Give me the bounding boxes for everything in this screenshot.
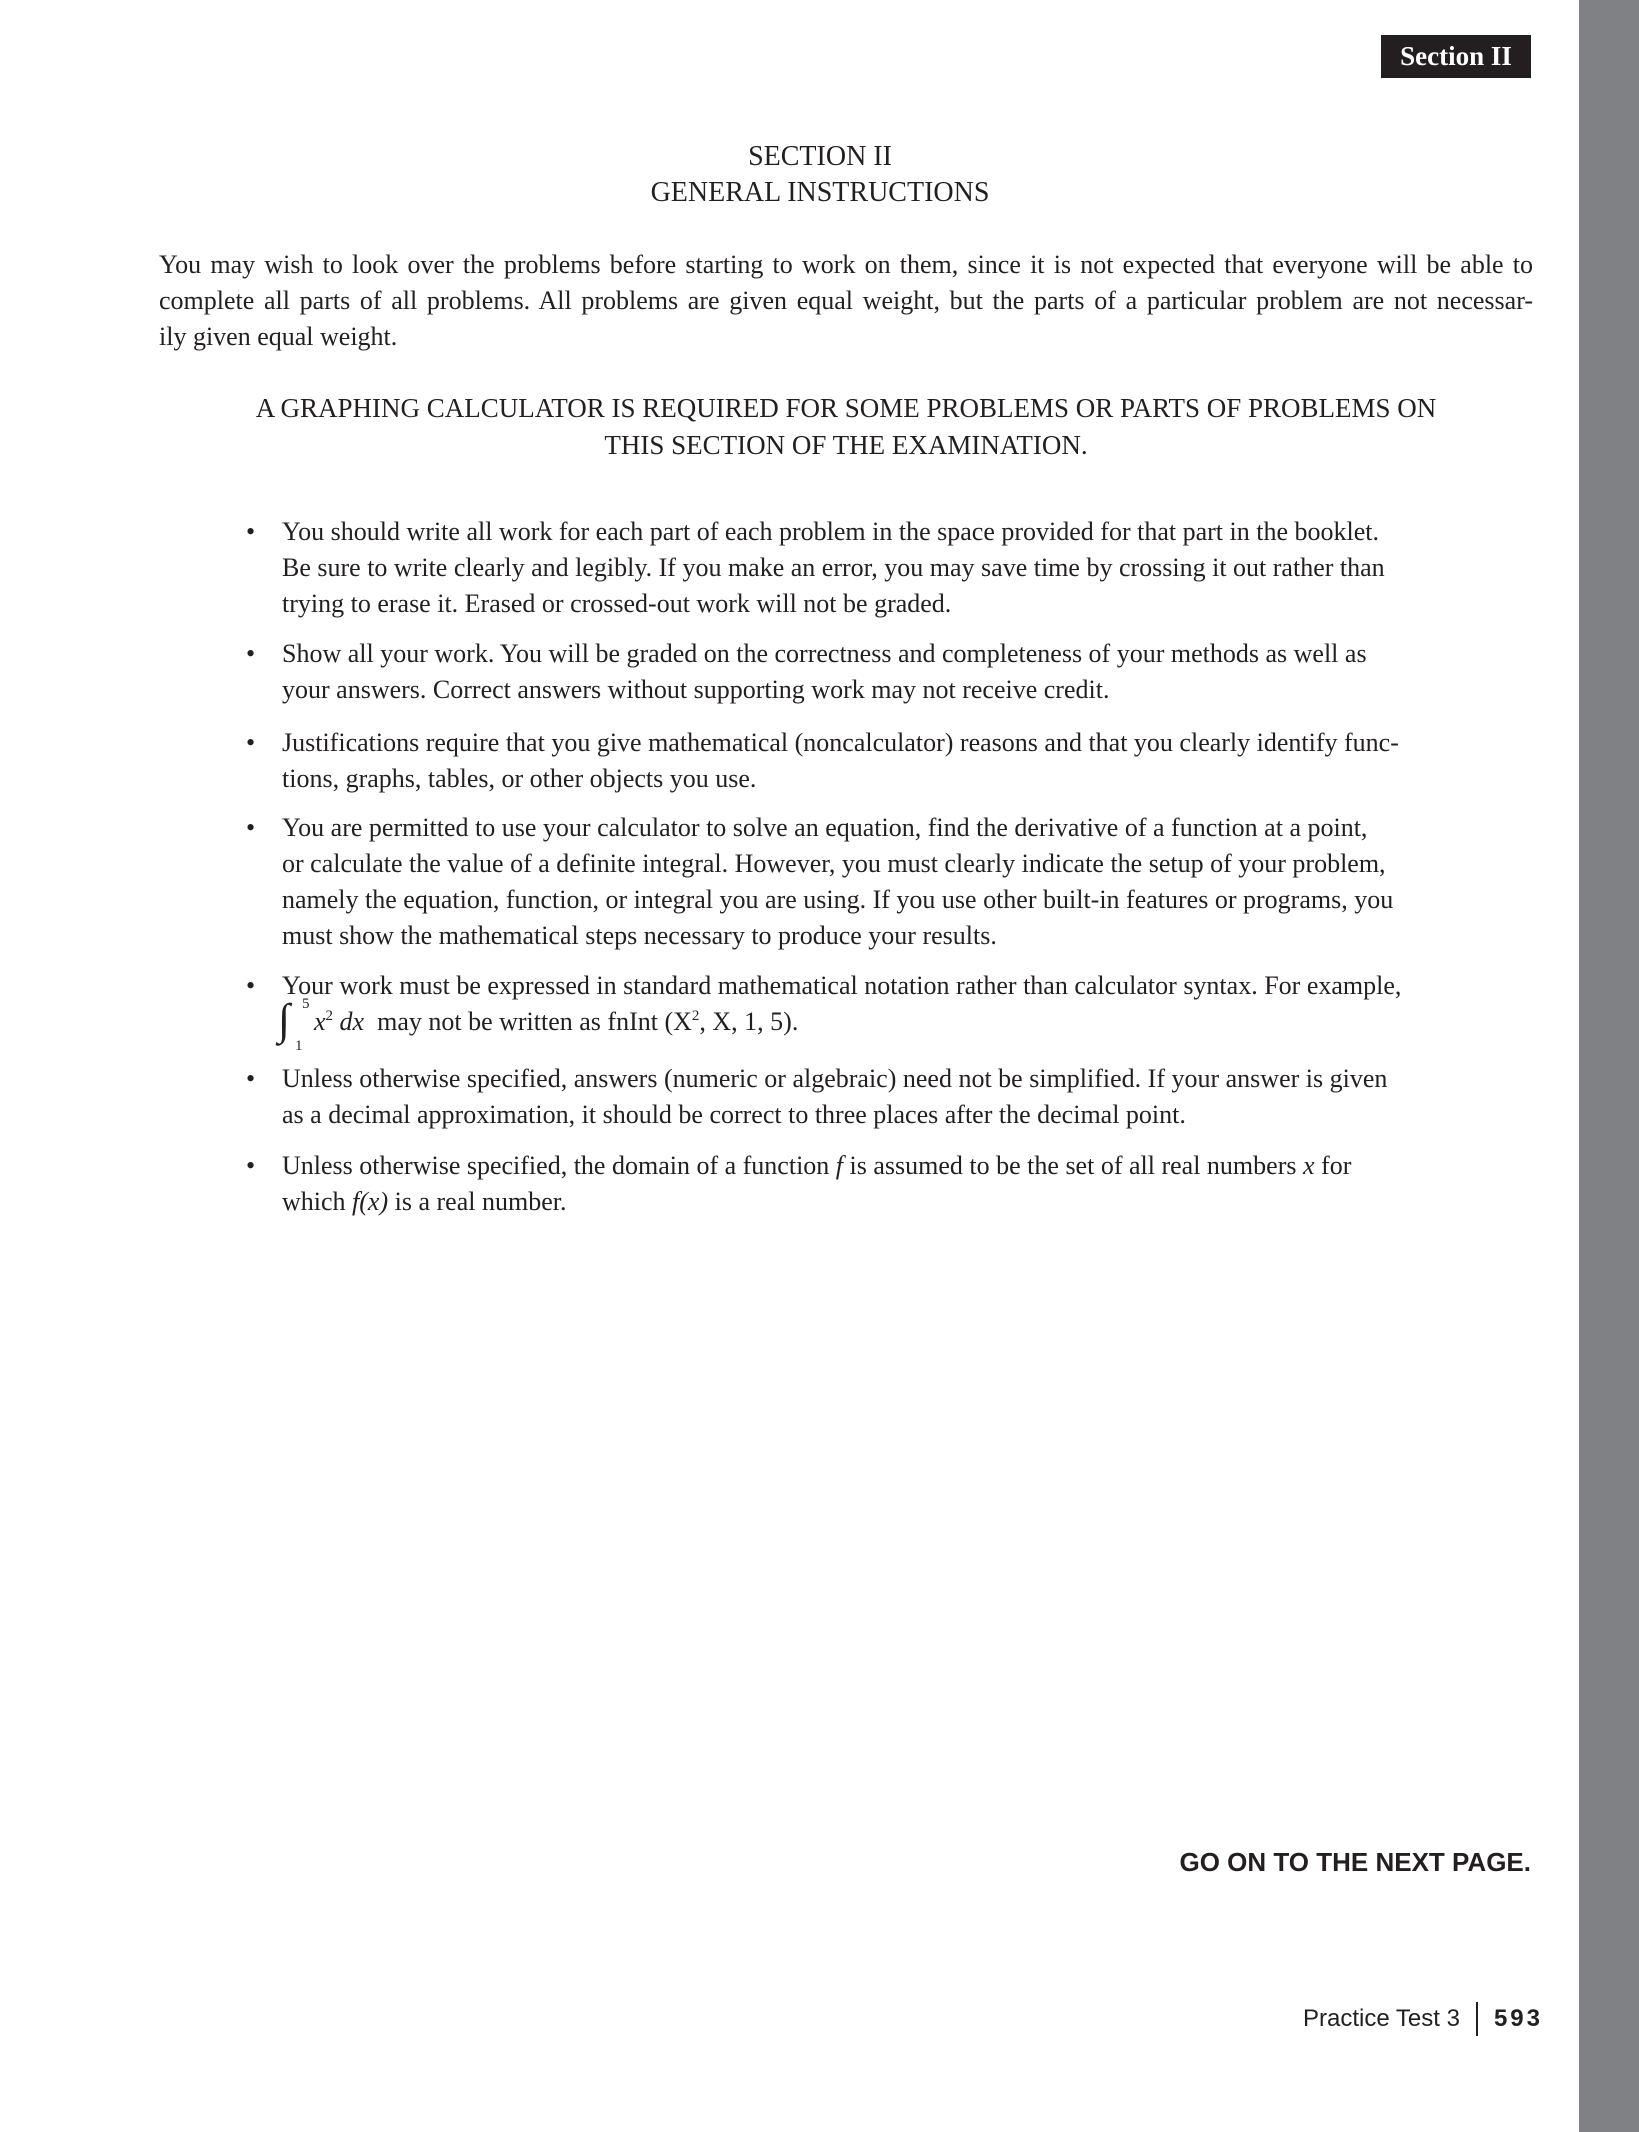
section-badge: Section II bbox=[1381, 35, 1531, 78]
page-edge-tab bbox=[1579, 0, 1639, 2132]
bullet-icon: • bbox=[246, 517, 256, 546]
bullet-icon: • bbox=[246, 1151, 256, 1180]
bullet-text: may not be written as fnInt (X bbox=[377, 1007, 692, 1036]
exponent: 2 bbox=[691, 1008, 700, 1024]
bullet-text: namely the equation, function, or integral you are using. If you use other built-in features or programs, you bbox=[282, 885, 1394, 914]
variable-symbol: x bbox=[1302, 1151, 1315, 1180]
bullet-text: is a real number. bbox=[388, 1187, 567, 1216]
bullet-text: for bbox=[1314, 1151, 1352, 1180]
intro-line: You may wish to look over the problems before starting to work on them, since it is not expected that everyone will be able to bbox=[159, 250, 1533, 279]
bullet-text: is assumed to be the set of all real numbers bbox=[843, 1151, 1303, 1180]
bullet-icon: • bbox=[246, 813, 256, 842]
integral-sign-icon: ∫ bbox=[278, 995, 291, 1044]
bullet-text: which bbox=[282, 1187, 353, 1216]
bullet-text: Unless otherwise specified, answers (numeric or algebraic) need not be simplified. If your answer is given bbox=[282, 1064, 1388, 1093]
bullet-text: your answers. Correct answers without supporting work may not receive credit. bbox=[282, 675, 1110, 704]
go-on-notice: GO ON TO THE NEXT PAGE. bbox=[1179, 1847, 1531, 1877]
function-symbol: f bbox=[835, 1151, 844, 1180]
integral-upper-limit: 5 bbox=[302, 996, 310, 1012]
calculator-notice: THIS SECTION OF THE EXAMINATION. bbox=[604, 430, 1088, 460]
page-number: 593 bbox=[1493, 2005, 1543, 2032]
integrand-exponent: 2 bbox=[325, 1008, 334, 1024]
calculator-notice: A GRAPHING CALCULATOR IS REQUIRED FOR SOME PROBLEMS OR PARTS OF PROBLEMS ON bbox=[255, 393, 1437, 423]
bullet-text: tions, graphs, tables, or other objects you use. bbox=[282, 764, 757, 793]
bullet-text-line bbox=[282, 1184, 566, 1220]
bullet-text: Be sure to write clearly and legibly. If you make an error, you may save time by crossing it out rather than bbox=[282, 553, 1385, 582]
bullet-text-line bbox=[282, 1148, 1351, 1184]
bullet-text: You should write all work for each part of each problem in the space provided for that part in the booklet. bbox=[282, 517, 1379, 546]
bullet-text: or calculate the value of a definite integral. However, you must clearly indicate the setup of your problem, bbox=[282, 849, 1386, 878]
bullet-text: must show the mathematical steps necessary to produce your results. bbox=[282, 921, 997, 950]
bullet-icon: • bbox=[246, 639, 256, 668]
function-expression: f(x) bbox=[352, 1187, 389, 1216]
section-title: SECTION II bbox=[748, 141, 892, 172]
bullet-text: trying to erase it. Erased or crossed-out work will not be graded. bbox=[282, 589, 952, 618]
bullet-text: Justifications require that you give mathematical (noncalculator) reasons and that you clearly identify func- bbox=[282, 728, 1399, 757]
bullet-icon: • bbox=[246, 971, 256, 1000]
bullet-text: Unless otherwise specified, the domain of a function bbox=[282, 1151, 830, 1180]
differential: dx bbox=[339, 1007, 365, 1036]
section-subtitle: GENERAL INSTRUCTIONS bbox=[650, 177, 990, 208]
footer-divider bbox=[1476, 2002, 1478, 2036]
bullet-text: , X, 1, 5). bbox=[699, 1007, 799, 1036]
bullet-icon: • bbox=[246, 1064, 256, 1093]
intro-line: complete all parts of all problems. All problems are given equal weight, but the parts of a particular problem are not necessar- bbox=[159, 286, 1533, 315]
page-footer bbox=[1303, 2002, 1543, 2036]
bullet-text: as a decimal approximation, it should be correct to three places after the decimal point. bbox=[282, 1100, 1186, 1129]
integral-lower-limit: 1 bbox=[295, 1038, 303, 1054]
integrand: x bbox=[314, 1007, 326, 1036]
bullet-text: Show all your work. You will be graded on the correctness and completeness of your methods as well as bbox=[282, 639, 1367, 668]
book-section-label: Practice Test 3 bbox=[1302, 2005, 1460, 2032]
bullet-text: You are permitted to use your calculator to solve an equation, find the derivative of a function at a point, bbox=[282, 813, 1368, 842]
bullet-text: Your work must be expressed in standard mathematical notation rather than calculator syntax. For example, bbox=[282, 971, 1402, 1000]
integral-text bbox=[314, 1004, 798, 1040]
bullet-icon: • bbox=[246, 728, 256, 757]
intro-line: ily given equal weight. bbox=[159, 322, 398, 351]
